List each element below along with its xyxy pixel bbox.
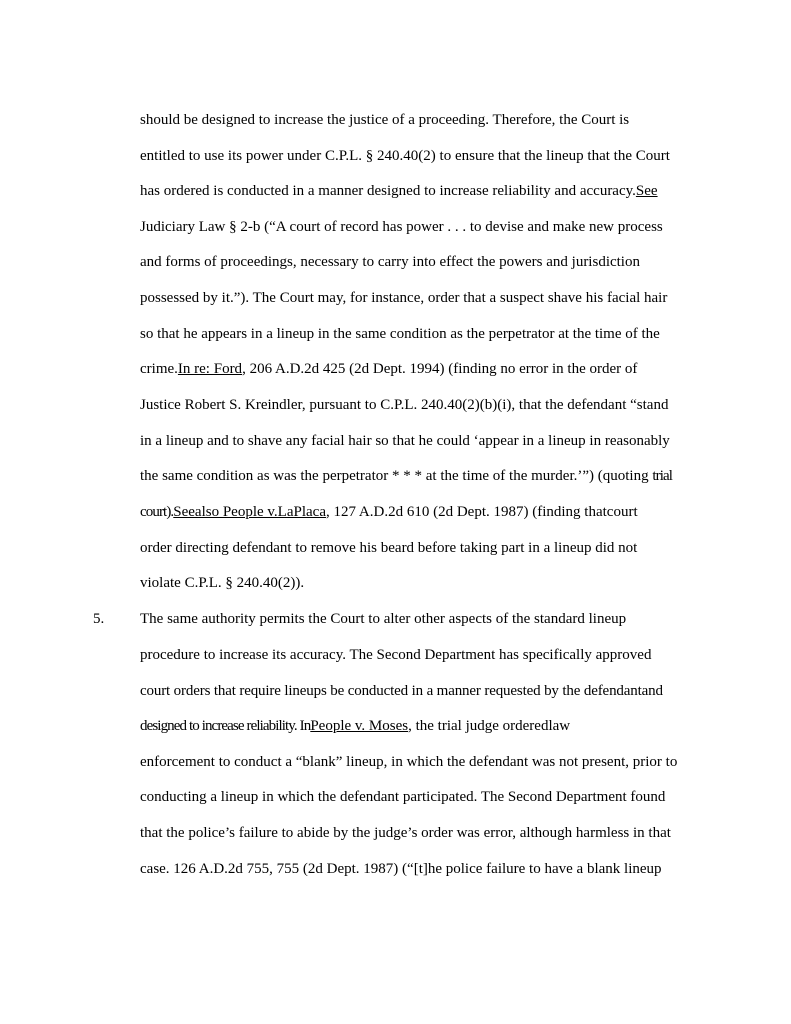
text-span: , 206 A.D.2d 425 (2d Dept. 1994) (finding no error in the order of xyxy=(242,361,638,377)
text-line: procedure to increase its accuracy. The Second Department has specifically approved xyxy=(140,647,652,663)
text-line: enforcement to conduct a “blank” lineup, in which the defendant was not present, prior to xyxy=(140,754,678,770)
text-line: possessed by it.”). The Court may, for instance, order that a suspect shave his facial hair xyxy=(140,290,668,306)
text-span: has ordered is conducted in a manner designed to increase reliability and accuracy. xyxy=(140,183,636,199)
text-span: the same condition as was the perpetrator * * * at the time of the murder.’”) (quoting xyxy=(140,468,649,484)
text-line: violate C.P.L. § 240.40(2)). xyxy=(140,575,305,591)
text-span: court). xyxy=(140,504,174,520)
text-span: , the trial judge orderedlaw xyxy=(408,718,571,734)
text-span: trial xyxy=(652,468,672,484)
text-line xyxy=(140,360,637,378)
text-line xyxy=(140,503,638,521)
text-line xyxy=(140,182,658,200)
text-line: entitled to use its power under C.P.L. § 240.40(2) to ensure that the lineup that the Court xyxy=(140,148,670,164)
text-line: and forms of proceedings, necessary to carry into effect the powers and jurisdiction xyxy=(140,254,640,270)
paragraph-number: 5. xyxy=(93,611,105,627)
text-line: conducting a lineup in which the defendant participated. The Second Department found xyxy=(140,789,666,805)
text-line: case. 126 A.D.2d 755, 755 (2d Dept. 1987) (“[t]he police failure to have a blank lineup xyxy=(140,861,662,877)
text-line: order directing defendant to remove his beard before taking part in a lineup did not xyxy=(140,540,638,556)
text-line xyxy=(140,467,672,485)
text-span: designed to increase reliability. In xyxy=(140,718,311,734)
text-line: Justice Robert S. Kreindler, pursuant to C.P.L. 240.40(2)(b)(i), that the defendant “stand xyxy=(140,397,669,413)
case-name: Seealso People v.LaPlaca xyxy=(173,504,326,520)
case-name: In re: Ford xyxy=(177,361,243,377)
text-span: , 127 A.D.2d 610 (2d Dept. 1987) (finding thatcourt xyxy=(326,504,638,520)
citation-signal: See xyxy=(635,183,658,199)
text-line: Judiciary Law § 2-b (“A court of record has power . . . to devise and make new process xyxy=(140,219,663,235)
text-line: so that he appears in a lineup in the same condition as the perpetrator at the time of the xyxy=(140,326,660,342)
text-line: in a lineup and to shave any facial hair so that he could ‘appear in a lineup in reasonably xyxy=(140,433,670,449)
text-line: The same authority permits the Court to alter other aspects of the standard lineup xyxy=(140,611,627,627)
text-line: that the police’s failure to abide by the judge’s order was error, although harmless in that xyxy=(140,825,671,841)
text-line: court orders that require lineups be conducted in a manner requested by the defendantand xyxy=(140,683,663,699)
text-line: should be designed to increase the justice of a proceeding. Therefore, the Court is xyxy=(140,112,630,128)
case-name: People v. Moses xyxy=(310,718,409,734)
text-span: crime. xyxy=(140,361,178,377)
text-line xyxy=(140,717,570,735)
